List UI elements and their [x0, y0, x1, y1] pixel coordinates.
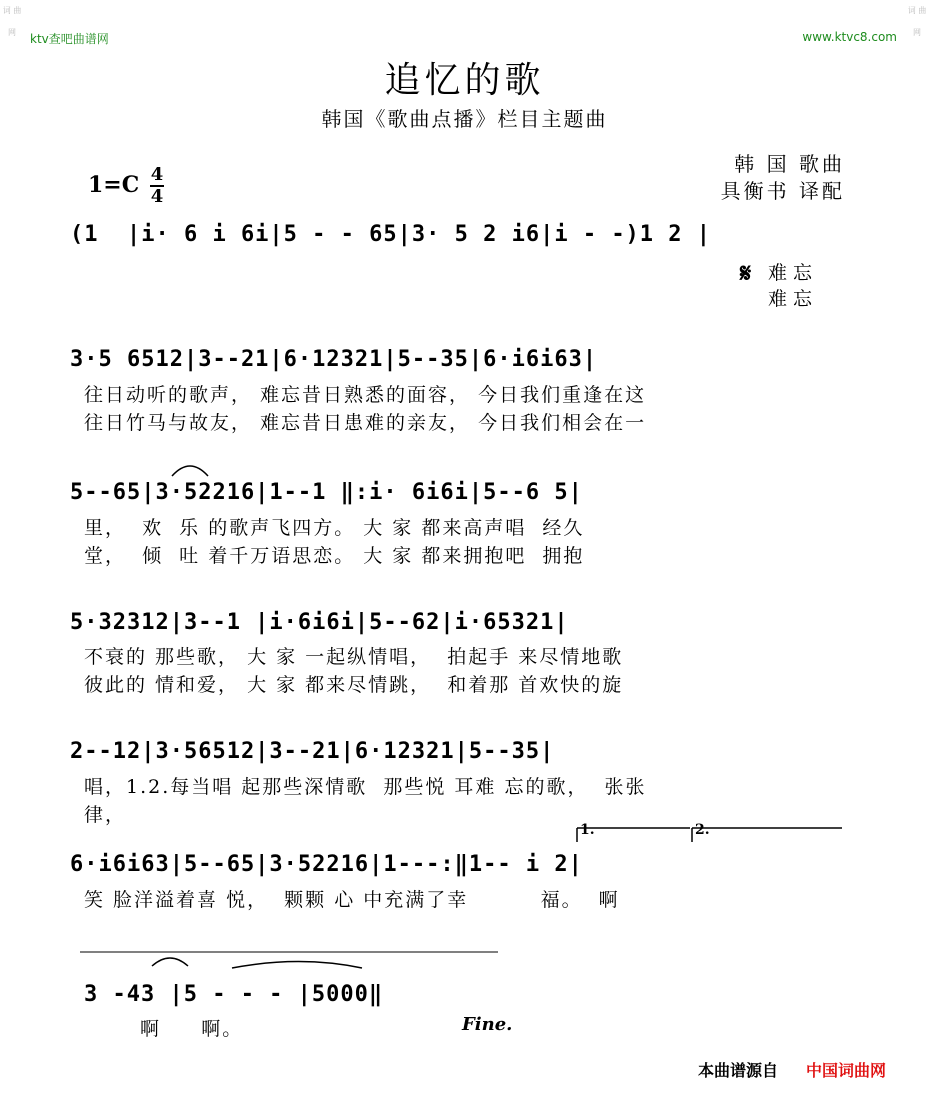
slur-2	[152, 958, 188, 966]
watermark-right: www.ktvc8.com	[802, 30, 897, 44]
lyric-line-5b: 律，	[84, 804, 127, 826]
time-signature-top: 4	[150, 164, 164, 185]
notation-line-3: 5--65|3·52216|1--1 ‖:i· 6i6i|5--6 5|	[70, 480, 583, 505]
pickup-lyric-1: 难 忘	[768, 262, 813, 284]
key-signature: 1=C	[88, 172, 140, 198]
lyric-line-3b: 堂， 倾 吐 着千万语思恋。 大 家 都来拥抱吧 拥抱	[84, 545, 585, 567]
lyric-line-5a: 唱，1.2.每当唱 起那些深情歌 那些悦 耳难 忘的歌， 张张	[84, 776, 647, 798]
volta-2-label: 2.	[695, 822, 710, 838]
lyric-line-2b: 往日竹马与故友， 难忘昔日患难的亲友， 今日我们相会在一	[84, 412, 647, 434]
source-site[interactable]: 中国词曲网	[806, 1061, 887, 1080]
pickup-lyric-2: 难 忘	[768, 288, 813, 310]
lyric-line-2a: 往日动听的歌声， 难忘昔日熟悉的面容， 今日我们重逢在这	[84, 384, 647, 406]
lyric-line-4a: 不衰的 那些歌， 大 家 一起纵情唱， 拍起手 来尽情地歌	[84, 646, 624, 668]
translator-credit: 具衡书 译配	[720, 179, 845, 203]
source-label: 本曲谱源自	[698, 1061, 779, 1080]
segno-sign: 𝄋	[740, 259, 752, 289]
notation-line-5: 2--12|3·56512|3--21|6·12321|5--35|	[70, 739, 555, 764]
slur-1	[172, 466, 208, 476]
notation-line-2: 3·5 6512|3--21|6·12321|5--35|6·i6i63|	[70, 347, 598, 372]
slur-3	[232, 962, 362, 969]
time-signature-bottom: 4	[150, 186, 164, 207]
volta-1-label: 1.	[580, 822, 595, 838]
lyric-line-4b: 彼此的 情和爱， 大 家 都来尽情跳， 和着那 首欢快的旋	[84, 674, 624, 696]
notation-line-1: (1 |i· 6 i 6i|5 - - 65|3· 5 2 i6|i - -)1 2 |	[70, 222, 712, 247]
song-title: 追忆的歌	[384, 60, 545, 101]
lyric-line-6a: 笑 脸洋溢着喜 悦， 颗颗 心 中充满了幸 福。 啊	[84, 889, 620, 911]
lyric-line-7a: 啊 啊。	[140, 1018, 244, 1040]
lyric-line-3a: 里， 欢 乐 的歌声飞四方。 大 家 都来高声唱 经久	[84, 517, 585, 539]
right-watermark-strip: 词 曲 网	[907, 6, 927, 37]
notation-line-4: 5·32312|3--1 |i·6i6i|5--62|i·65321|	[70, 610, 569, 635]
watermark-left: ktv查吧曲谱网	[30, 32, 109, 46]
left-watermark-strip: 词 曲 网	[2, 6, 22, 37]
notation-line-7: 3 -43 |5 - - - |5000‖	[84, 982, 384, 1007]
song-subtitle: 韩国《歌曲点播》栏目主题曲	[321, 107, 608, 131]
notation-line-6: 6·i6i63|5--65|3·52216|1---:‖1-- i 2|	[70, 852, 583, 877]
composer-credit: 韩 国 歌曲	[734, 152, 845, 176]
fine-marking: Fine.	[462, 1014, 513, 1035]
